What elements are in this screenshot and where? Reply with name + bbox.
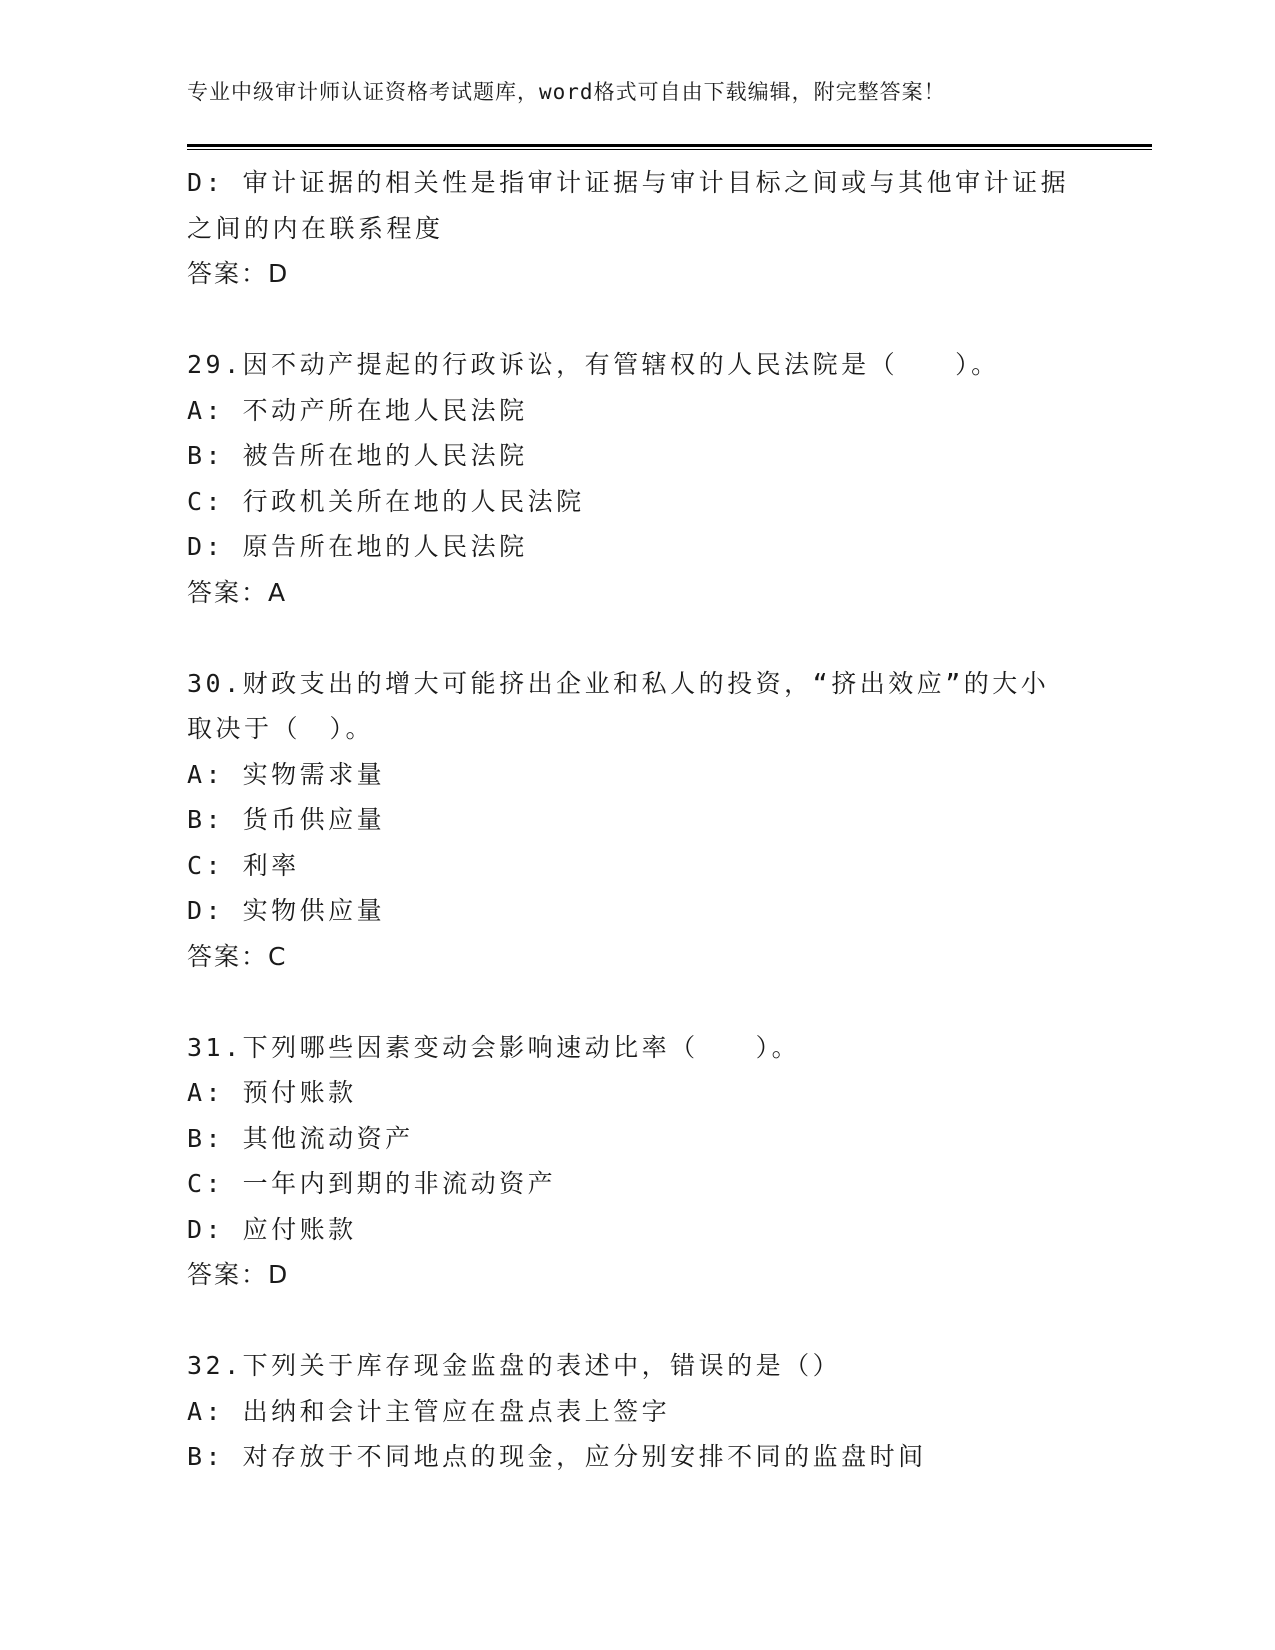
- option-a: A: 出纳和会计主管应在盘点表上签字: [187, 1396, 671, 1426]
- page-header: 专业中级审计师认证资格考试题库，word格式可自由下载编辑，附完整答案！: [187, 80, 946, 104]
- question-stem-continued: 取决于（ ）。: [187, 714, 375, 743]
- option-b: B: 其他流动资产: [187, 1123, 414, 1153]
- option-c: C: 行政机关所在地的人民法院: [187, 486, 585, 516]
- option-d: D: 审计证据的相关性是指审计证据与审计目标之间或与其他审计证据: [187, 168, 1070, 197]
- option-a: A: 不动产所在地人民法院: [187, 395, 528, 425]
- spacer: [187, 979, 1087, 1025]
- document-body: [187, 160, 1087, 1480]
- answer: 答案：D: [187, 1260, 290, 1289]
- header-divider: [187, 144, 1152, 150]
- answer: 答案：D: [187, 259, 290, 288]
- option-d-continued: 之间的内在联系程度: [187, 213, 444, 243]
- spacer: [187, 615, 1087, 661]
- option-d: D: 实物供应量: [187, 896, 386, 925]
- question-31: [187, 1025, 1087, 1298]
- option-b: B: 被告所在地的人民法院: [187, 441, 528, 470]
- option-d: D: 应付账款: [187, 1214, 357, 1244]
- spacer: [187, 1298, 1087, 1344]
- question-29: [187, 342, 1087, 615]
- answer: 答案：A: [187, 577, 288, 607]
- spacer: [187, 297, 1087, 343]
- option-c: C: 一年内到期的非流动资产: [187, 1169, 557, 1198]
- question-stem: 31.下列哪些因素变动会影响速动比率（ ）。: [187, 1032, 801, 1062]
- option-b: B: 对存放于不同地点的现金，应分别安排不同的监盘时间: [187, 1442, 927, 1471]
- option-a: A: 实物需求量: [187, 759, 386, 789]
- question-stem: 32.下列关于库存现金监盘的表述中，错误的是（）: [187, 1351, 842, 1380]
- question-30: [187, 661, 1087, 980]
- answer: 答案：C: [187, 941, 288, 971]
- option-c: C: 利率: [187, 850, 300, 880]
- carryover-question: [187, 160, 1087, 297]
- option-a: A: 预付账款: [187, 1078, 357, 1107]
- option-b: B: 货币供应量: [187, 805, 386, 834]
- question-32: [187, 1343, 1087, 1480]
- question-stem: 30.财政支出的增大可能挤出企业和私人的投资，“挤出效应”的大小: [187, 668, 1050, 698]
- question-stem: 29.因不动产提起的行政诉讼，有管辖权的人民法院是（ ）。: [187, 350, 1000, 379]
- option-d: D: 原告所在地的人民法院: [187, 532, 528, 561]
